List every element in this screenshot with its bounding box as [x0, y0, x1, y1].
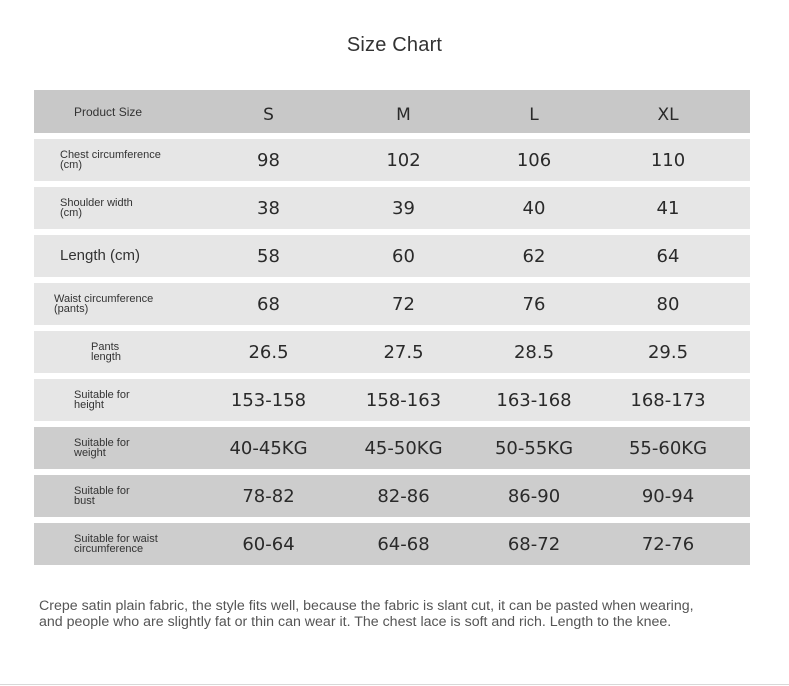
table-cell: 40-45KG: [229, 437, 308, 459]
table-row-waist: [34, 523, 750, 565]
table-cell: 98: [257, 149, 280, 171]
table-cell: 60: [392, 245, 415, 267]
table-cell: 28.5: [513, 341, 555, 363]
size-chart-table: [34, 90, 750, 571]
table-cell: 168-173: [630, 389, 706, 411]
description-line: Crepe satin plain fabric, the style fits well, because the fabric is slant cut, it can be pasted when wearing,: [39, 598, 694, 614]
table-cell: 68: [257, 293, 280, 315]
table-cell: 29.5: [647, 341, 689, 363]
row-label: Chest circumference (cm): [60, 149, 161, 171]
table-cell: 82-86: [377, 485, 430, 507]
table-cell: 55-60KG: [628, 437, 708, 459]
table-row-chest: [34, 139, 750, 181]
table-cell: 72-76: [641, 533, 695, 555]
table-cell: 41: [656, 197, 680, 219]
table-cell: 60-64: [242, 533, 295, 555]
table-row-shoulder: [34, 187, 750, 229]
table-cell: 153-158: [230, 389, 307, 411]
table-cell: 38: [257, 197, 280, 219]
table-cell: 76: [522, 293, 546, 315]
table-cell: 58: [257, 245, 280, 267]
header-label: Product Size: [74, 104, 143, 119]
table-cell: 45-50KG: [364, 437, 443, 459]
table-cell: 106: [516, 149, 552, 171]
table-cell: 110: [650, 149, 686, 171]
product-description: [39, 598, 759, 630]
table-cell: 62: [522, 245, 546, 267]
row-label: Waist circumference (pants): [54, 293, 154, 315]
row-label: Pants length: [91, 341, 121, 363]
size-l-header: L: [529, 104, 539, 125]
table-cell: 86-90: [507, 485, 561, 507]
table-row-weight: [34, 427, 750, 469]
table-cell: 26.5: [248, 341, 289, 363]
table-row-length: [34, 235, 750, 277]
row-label: Suitable for height: [74, 389, 130, 411]
row-label: Suitable for weight: [74, 437, 130, 459]
table-row-pants-length: [34, 331, 750, 373]
table-cell: 72: [392, 293, 415, 315]
table-row-bust: [34, 475, 750, 517]
table-cell: 78-82: [242, 485, 295, 507]
table-cell: 64: [656, 245, 680, 267]
table-cell: 163-168: [496, 389, 572, 411]
table-cell: 50-55KG: [494, 437, 574, 459]
table-cell: 80: [656, 293, 680, 315]
table-cell: 158-163: [365, 389, 442, 411]
table-header-row: [34, 90, 750, 133]
bottom-divider: [0, 684, 789, 685]
page-title: Size Chart: [346, 34, 443, 56]
size-xl-header: XL: [657, 104, 679, 125]
row-label: Length (cm): [60, 247, 141, 264]
row-label: Shoulder width (cm): [60, 197, 133, 219]
table-cell: 68-72: [507, 533, 561, 555]
table-cell: 90-94: [641, 485, 695, 507]
row-label: Suitable for bust: [74, 485, 130, 507]
table-cell: 102: [386, 149, 421, 171]
table-cell: 64-68: [377, 533, 430, 555]
size-m-header: M: [396, 104, 411, 125]
table-cell: 39: [392, 197, 415, 219]
row-label: Suitable for waist circumference: [74, 533, 158, 555]
table-row-waist-pants: [34, 283, 750, 325]
table-cell: 40: [522, 197, 546, 219]
table-row-height: [34, 379, 750, 421]
table-cell: 27.5: [383, 341, 424, 363]
size-s-header: S: [263, 104, 274, 125]
description-line: and people who are slightly fat or thin can wear it. The chest lace is soft and rich. Length to the knee.: [39, 614, 672, 630]
